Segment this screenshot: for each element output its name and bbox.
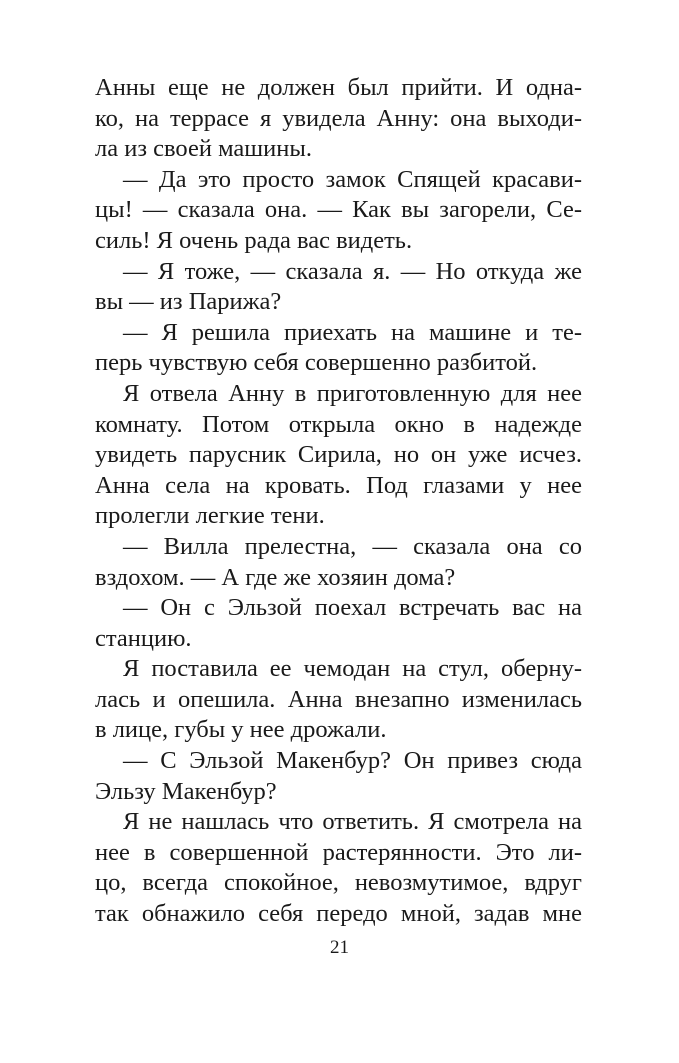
text-line: Эльзу Макенбур? bbox=[95, 777, 277, 805]
text-line: Анны еще не должен был прийти. И одна- bbox=[95, 74, 582, 101]
text-line: нее в совершенной растерянности. Это ли- bbox=[95, 838, 582, 866]
text-line: перь чувствую себя совершенно разбитой. bbox=[95, 349, 538, 377]
text-line: — Да это просто замок Спящей красави- bbox=[123, 165, 582, 193]
text-line: Анна села на кровать. Под глазами у нее bbox=[95, 471, 582, 499]
text-line: увидеть парусник Сирила, но он уже исчез. bbox=[95, 441, 582, 469]
text-line: лась и опешила. Анна внезапно изменилась bbox=[95, 685, 582, 713]
text-line: комнату. Потом открыла окно в надежде bbox=[95, 410, 582, 438]
text-line: ла из своей машины. bbox=[95, 135, 312, 163]
text-line: цы! — сказала она. — Как вы загорели, Се- bbox=[95, 196, 582, 224]
text-line: Я не нашлась что ответить. Я смотрела на bbox=[123, 808, 582, 836]
text-line: вздохом. — А где же хозяин дома? bbox=[95, 563, 456, 591]
text-line: — Я тоже, — сказала я. — Но откуда же bbox=[123, 257, 582, 285]
text-line: силь! Я очень рада вас видеть. bbox=[95, 226, 413, 254]
text-line: — С Эльзой Макенбур? Он привез сюда bbox=[123, 747, 582, 775]
text-line: — Я решила приехать на машине и те- bbox=[123, 318, 582, 346]
text-line: так обнажило себя передо мной, задав мне bbox=[95, 900, 582, 928]
text-line: вы — из Парижа? bbox=[95, 288, 282, 316]
text-line: ко, на террасе я увидела Анну: она выходи- bbox=[95, 104, 582, 132]
text-line: — Он с Эльзой поехал встречать вас на bbox=[123, 594, 582, 622]
text-line: пролегли легкие тени. bbox=[95, 502, 325, 530]
text-line: станцию. bbox=[95, 624, 192, 652]
text-line: Я поставила ее чемодан на стул, оберну- bbox=[123, 655, 582, 683]
text-line: цо, всегда спокойное, невозмутимое, вдруг bbox=[95, 869, 582, 897]
text-line: — Вилла прелестна, — сказала она со bbox=[123, 532, 582, 560]
text-line: Я отвела Анну в приготовленную для нее bbox=[123, 379, 582, 407]
page-number: 21 bbox=[330, 937, 349, 958]
body-text bbox=[95, 73, 582, 930]
text-line: в лице, губы у нее дрожали. bbox=[95, 716, 387, 744]
